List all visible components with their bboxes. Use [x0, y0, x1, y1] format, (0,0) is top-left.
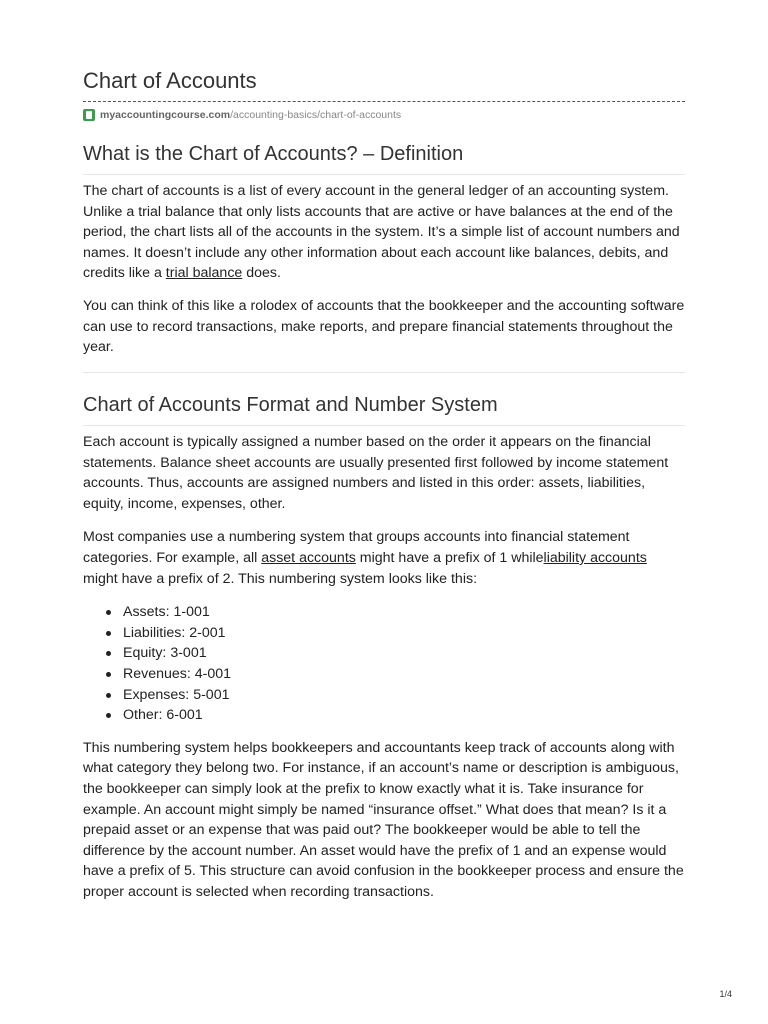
account-prefix-list: [83, 602, 685, 726]
section-heading-definition: What is the Chart of Accounts? – Definition: [83, 143, 685, 175]
definition-paragraph-1: The chart of accounts is a list of every account in the general ledger of an accounting system. Unlike a trial balance that only lists accounts that are active or have balances at the end of the period, the chart lists all of the accounts in the system. It’s a simple list of account numbers and names. It doesn’t include any other information about each account like balances, debits, and credits like a trial balance does.: [83, 183, 680, 282]
list-item: Equity: 3-001: [83, 643, 685, 664]
source-path: /accounting-basics/chart-of-accounts: [230, 109, 402, 121]
format-paragraph-1: Each account is typically assigned a number based on the order it appears on the financial statements. Balance sheet accounts are usually presented first followed by income statement accounts. Thus, accounts are assigned numbers and listed in this order: assets, liabilities, equity, income, expenses, other.: [83, 434, 669, 512]
trial-balance-link[interactable]: trial balance: [165, 265, 243, 282]
title-divider: [83, 101, 685, 102]
format-paragraph-2: Most companies use a numbering system that groups accounts into financial statement categories. For example, all asset accounts might have a prefix of 1 whileliability accounts might have a prefix of 2. This numbering system looks like this:: [83, 529, 647, 587]
section-format-body: [83, 432, 685, 902]
list-item: Liabilities: 2-001: [83, 623, 685, 644]
list-item: Other: 6-001: [83, 705, 685, 726]
section-divider: [83, 372, 685, 373]
asset-accounts-link[interactable]: asset accounts: [261, 549, 356, 566]
list-item: Assets: 1-001: [83, 602, 685, 623]
format-paragraph-3: This numbering system helps bookkeepers and accountants keep track of accounts along with what category they belong two. For instance, if an account’s name or description is ambiguous, the bookkeeper can simply look at the prefix to know exactly what it is. Take insurance for example. An account might simply be named “insurance offset.” What does that mean? Is it a prepaid asset or an expense that was paid out? The bookkeeper would be able to tell the difference by the account number. An asset would have the prefix of 1 and an expense would have a prefix of 5. This structure can avoid confusion in the bookkeeper process and ensure the proper account is selected when recording transactions.: [83, 739, 684, 900]
site-favicon-icon: [83, 109, 95, 121]
page-title: Chart of Accounts: [83, 68, 257, 93]
liability-accounts-link[interactable]: liability accounts: [543, 549, 647, 566]
list-item: Expenses: 5-001: [83, 685, 685, 706]
definition-paragraph-2: You can think of this like a rolodex of accounts that the bookkeeper and the accounting software can use to record transactions, make reports, and prepare financial statements throughout the year.: [83, 297, 685, 356]
section-definition-body: [83, 181, 685, 358]
list-item: Revenues: 4-001: [83, 664, 685, 685]
page-number: 1/4: [719, 989, 732, 999]
source-url[interactable]: [83, 108, 401, 122]
source-domain: myaccountingcourse.com: [100, 109, 231, 121]
section-heading-format: Chart of Accounts Format and Number System: [83, 394, 685, 426]
